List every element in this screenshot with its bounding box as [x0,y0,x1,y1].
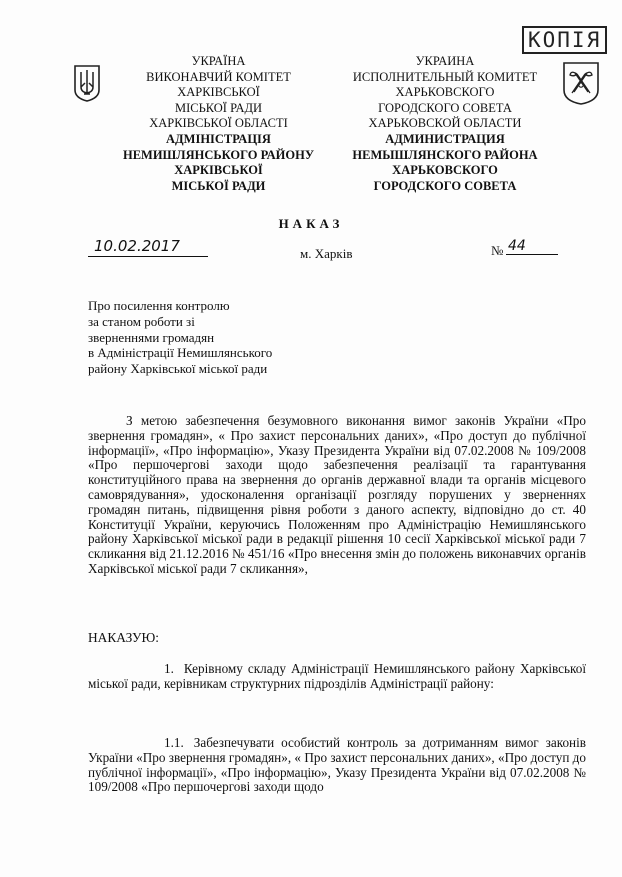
order-date: 10.02.2017 [88,237,208,257]
order-subject [88,298,328,377]
header-line: МІСЬКОЇ РАДИ [171,178,266,193]
item-text: Забезпечувати особистий контроль за дотриманням вимог законів України «Про звернення громадян», « Про захист персональних даних», «Про доступ до публічної інформації», «Про інформацію», Указу Президента України від 07.02.2008 № 109/2008 «Про першочергові заходи щодо [88,735,586,795]
subject-line: району Харківської міської ради [88,361,268,377]
header-line: ХАРКІВСЬКОЇ [174,163,263,178]
document-type: НАКАЗ [278,216,344,231]
header-line: АДМІНІСТРАЦІЯ [166,131,271,146]
header-ukrainian [106,54,331,194]
header-line: УКРАЇНА [191,54,246,68]
header-line: НЕМИШЛЯНСЬКОГО РАЙОНУ [122,147,315,162]
order-number: 44 [506,238,558,255]
item-number: 1. [164,661,174,676]
order-word: НАКАЗУЮ: [88,630,159,645]
item-number: 1.1. [164,735,184,750]
header-line: ХАРЬКОВСКОЙ ОБЛАСТИ [368,116,522,131]
trident-emblem-icon [72,63,102,103]
header-line: ВИКОНАВЧИЙ КОМІТЕТ [146,69,291,84]
header-line: ГОРОДСКОГО СОВЕТА [378,100,512,115]
header-line: ХАРКІВСЬКОЇ [177,85,260,100]
subject-line: за станом роботи зі [88,313,195,329]
item-text: Керівному складу Адміністрації Немишлянського району Харківської міської ради, керівникам структурних підрозділів Адміністрації району: [88,661,586,691]
order-item-1-1 [88,736,586,795]
kharkiv-coat-of-arms-icon [561,60,601,106]
preamble-paragraph: З метою забезпечення безумовного виконання вимог законів України «Про звернення громадян», « Про захист персональних даних», «Про доступ до публічної інформації», «Про інформацію», Указу Президента України від 07.02.2008 № 109/2008 «Про першочергові заходи щодо забезпечення реалізації та гарантування конституційного права на звернення до органів державної влади та органів місцевого самоврядування», удосконалення організації розгляду порушених у зверненнях громадян питань, підвищення рівня роботи з даного аспекту, відповідно до ст. 40 Конституції України, керуючись Положенням про Адміністрацію Немишлянського району Харківської міської ради в редакції рішення 10 сесії Харківської міської ради 7 скликання від 21.12.2016 № 451/16 «Про внесення змін до положень виконавчих органів Харківської міської ради 7 скликання», [88,413,586,576]
subject-line: зверненнями громадян [88,329,215,345]
header-line: НЕМЫШЛЯНСКОГО РАЙОНА [352,147,538,162]
header-russian [334,54,556,194]
header-line: ХАРЬКОВСКОГО [392,163,498,178]
header-line: УКРАИНА [415,54,475,68]
header-line: АДМИНИСТРАЦИЯ [385,131,505,146]
header-line: ХАРКІВСЬКОЇ ОБЛАСТІ [149,116,288,131]
header-line: ГОРОДСКОГО СОВЕТА [373,178,517,193]
subject-line: Про посилення контролю [88,298,230,313]
copy-stamp: КОПІЯ [522,26,607,54]
subject-line: в Адміністрації Немишлянського [88,345,273,361]
order-item-1 [88,662,586,692]
header-line: МІСЬКОЇ РАДИ [174,100,263,115]
header-line: ХАРЬКОВСКОГО [395,85,495,100]
city: м. Харків [300,246,353,261]
header-line: ИСПОЛНИТЕЛЬНЫЙ КОМИТЕТ [352,69,538,84]
number-label: № [491,243,504,258]
